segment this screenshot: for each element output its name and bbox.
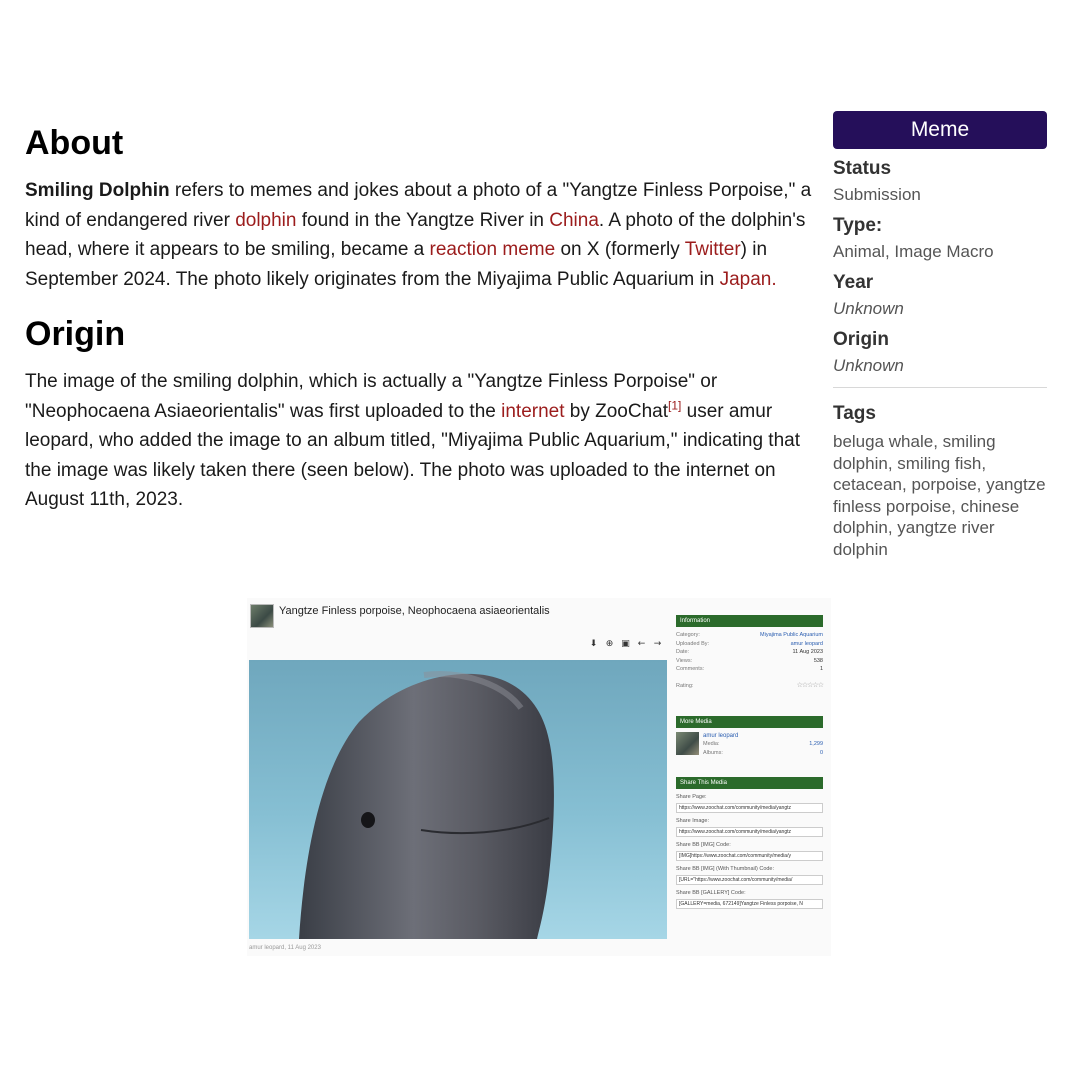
information-panel <box>676 615 823 690</box>
year-value: Unknown <box>833 299 904 318</box>
about-paragraph: Smiling Dolphin refers to memes and jokes about a photo of a "Yangtze Finless Porpoise," a kind of endangered river dolphin found in the Yangtze River in China. A photo of the dolphin's head, where it appears to be smiling, became a reaction meme on X (formerly Twitter) in September 2024. The photo likely originates from the Miyajima Public Aquarium in Japan. <box>25 180 812 290</box>
more-media-thumbnail[interactable] <box>676 732 699 755</box>
porpoise-photo <box>249 660 667 939</box>
rating-row: Rating: ☆☆☆☆☆ <box>676 681 823 689</box>
type-value: Animal, Image Macro <box>833 242 994 261</box>
origin-heading: Origin <box>25 315 126 354</box>
sidebar-divider <box>833 387 1047 388</box>
media-toolbar <box>587 638 664 650</box>
year-label: Year <box>833 272 874 293</box>
share-page-field[interactable]: https://www.zoochat.com/community/media/yangtz <box>676 803 823 813</box>
tags-label: Tags <box>833 403 876 424</box>
link-twitter[interactable]: Twitter <box>684 239 741 261</box>
zoochat-screenshot <box>247 598 831 956</box>
reference-1[interactable]: [1] <box>668 398 682 413</box>
share-thumb-code-field[interactable]: [URL="https://www.zoochat.com/community/media/ <box>676 875 823 885</box>
category-button[interactable]: Meme <box>833 111 1047 149</box>
status-label: Status <box>833 158 892 179</box>
info-row: Views: 538 <box>676 657 823 664</box>
more-media-panel: More Media amur leopard Media: 1,299 Albums: 0 <box>676 716 823 757</box>
link-internet[interactable]: internet <box>501 400 565 422</box>
arrow-right-icon[interactable]: → <box>653 639 662 649</box>
share-panel: Share This Media Share Page: https://www.zoochat.com/community/media/yangtz Share Image: https://www.zoochat.com/community/media/yangtz Share BB [IMG] Code: [IMG]https://www.zoochat.com/community/media/y Share BB [IMG] (With Thumbnail) Code: [URL="https://www.zoochat.com/community/media/ Share BB [GALLERY] Code: [GALLERY=media, 672149]Yangtze Finless porpoise, N <box>676 777 823 909</box>
origin-paragraph: The image of the smiling dolphin, which is actually a "Yangtze Finless Porpoise" or "Neophocaena Asiaeorientalis" was first uploaded to the internet by ZooChat[1] user amur leopard, who added the image to an album titled, "Miyajima Public Aquarium," indicating that the image was likely taken there (seen below). The photo was uploaded to the internet on August 11th, 2023. <box>25 371 800 511</box>
info-row: Date: 11 Aug 2023 <box>676 649 823 655</box>
photo-caption: amur leopard, 11 Aug 2023 <box>249 945 321 951</box>
link-reaction-meme[interactable]: reaction meme <box>429 239 556 261</box>
entry-sidebar <box>833 111 1047 561</box>
porpoise-illustration <box>249 660 667 939</box>
more-media-header: More Media <box>676 716 823 728</box>
media-title: Yangtze Finless porpoise, Neophocaena asiaeorientalis <box>279 605 550 617</box>
link-japan[interactable]: Japan. <box>719 268 777 290</box>
arrow-left-icon[interactable]: ← <box>637 639 646 649</box>
share-header: Share This Media <box>676 777 823 789</box>
zoom-icon[interactable]: ⊕ <box>605 639 614 649</box>
info-row: Comments: 1 <box>676 666 823 672</box>
rating-stars[interactable]: ☆☆☆☆☆ <box>796 681 823 689</box>
status-value: Submission <box>833 185 921 204</box>
more-media-user[interactable]: amur leopard <box>703 733 739 739</box>
share-image-field[interactable]: https://www.zoochat.com/community/media/yangtz <box>676 827 823 837</box>
info-row: Category: Miyajima Public Aquarium <box>676 632 823 638</box>
tags-value[interactable]: beluga whale, smiling dolphin, smiling fish, cetacean, porpoise, yangtze finless porpoise, chinese dolphin, yangtze river dolphin <box>833 432 1046 559</box>
info-row: Uploaded By: amur leopard <box>676 640 823 647</box>
download-icon[interactable]: ⬇ <box>589 639 598 649</box>
about-heading: About <box>25 124 124 162</box>
origin-value: Unknown <box>833 356 904 375</box>
link-dolphin[interactable]: dolphin <box>235 209 297 231</box>
article-body <box>25 125 815 514</box>
information-header: Information <box>676 615 823 627</box>
type-label: Type: <box>833 215 883 236</box>
link-china[interactable]: China <box>549 209 599 231</box>
subject-name: Smiling Dolphin <box>25 180 170 202</box>
share-gallery-code-field[interactable]: [GALLERY=media, 672149]Yangtze Finless porpoise, N <box>676 899 823 909</box>
share-img-code-field[interactable]: [IMG]https://www.zoochat.com/community/media/y <box>676 851 823 861</box>
uploader-thumbnail <box>250 604 274 628</box>
image-icon[interactable]: ▣ <box>621 639 630 649</box>
origin-label: Origin <box>833 329 889 350</box>
